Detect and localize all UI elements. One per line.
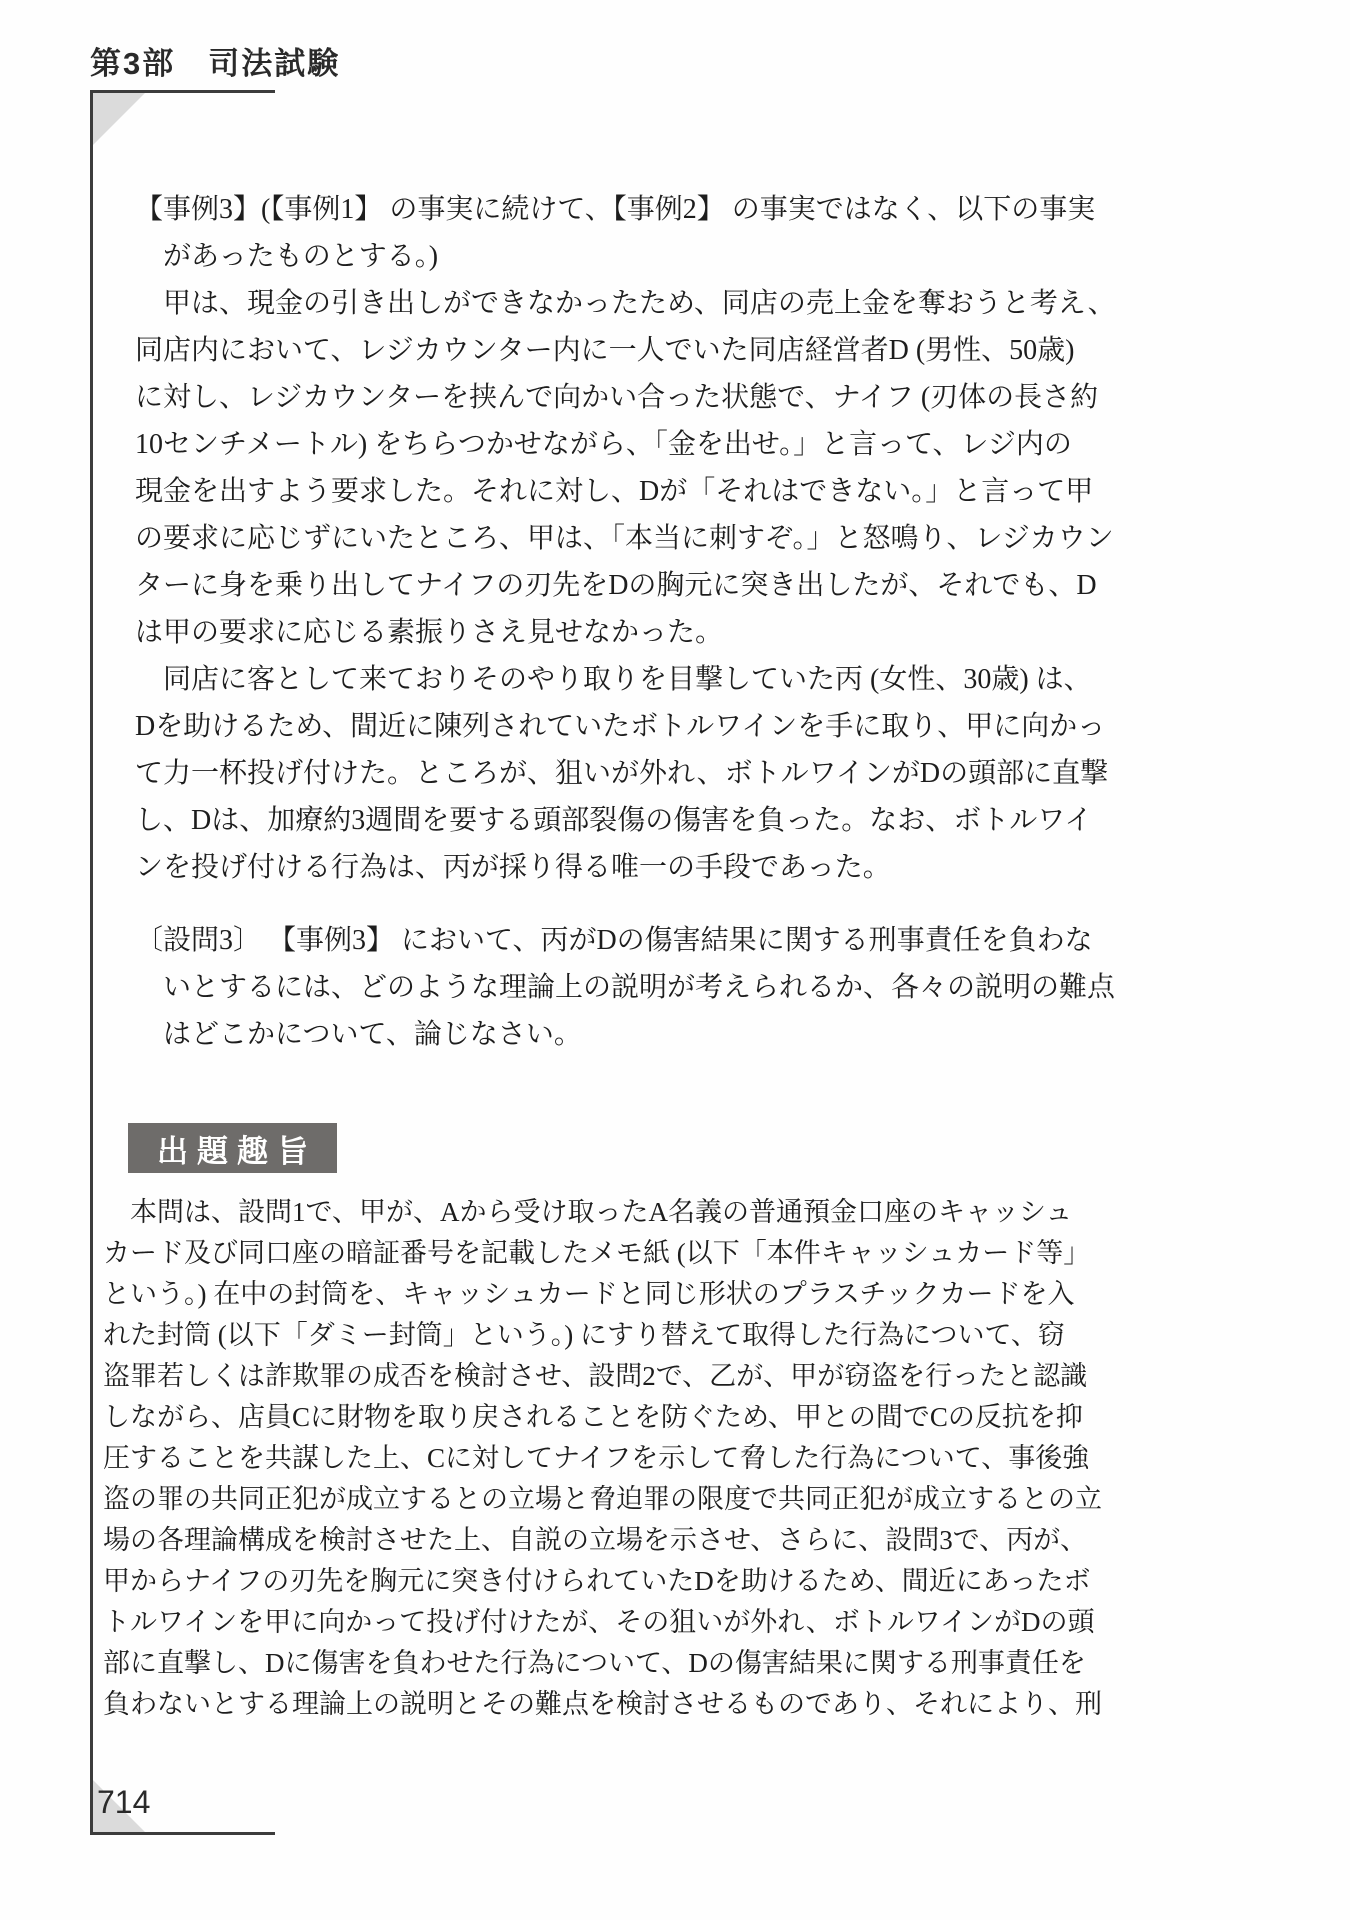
text-line: 〔設問3〕 【事例3】 において、丙がDの傷害結果に関する刑事責任を負わな: [135, 925, 1093, 956]
text-line: ンを投げ付ける行為は、丙が採り得る唯一の手段であった。: [135, 852, 891, 883]
text-line: 盗罪若しくは詐欺罪の成否を検討させ、設問2で、乙が、甲が窃盗を行ったと認識: [103, 1361, 1088, 1391]
text-line: 10センチメートル) をちらつかせながら、「金を出せ。」と言って、レジ内の: [135, 429, 1072, 460]
text-line: て力一杯投げ付けた。ところが、狙いが外れ、ボトルワインがDの頭部に直撃: [135, 758, 1109, 789]
top-corner-triangle: [93, 93, 145, 145]
question-3-paragraph: [135, 917, 1135, 1058]
text-line: 【事例3】(【事例1】 の事実に続けて、【事例2】 の事実ではなく、以下の事実: [135, 194, 1096, 225]
text-line: 場の各理論構成を検討させた上、自説の立場を示させ、さらに、設問3で、丙が、: [103, 1525, 1088, 1555]
text-line: 本問は、設問1で、甲が、Aから受け取ったA名義の普通預金口座のキャッシュ: [103, 1197, 1073, 1227]
shutsudai-body-paragraph: [103, 1192, 1133, 1725]
text-line: Dを助けるため、間近に陳列されていたボトルワインを手に取り、甲に向かっ: [135, 711, 1106, 742]
text-line: し、Dは、加療約3週間を要する頭部裂傷の傷害を負った。なお、ボトルワイ: [135, 805, 1093, 836]
page-number: 714: [97, 1784, 151, 1820]
text-line: 甲からナイフの刃先を胸元に突き付けられていたDを助けるため、間近にあったボ: [103, 1566, 1091, 1596]
text-line: に対し、レジカウンターを挟んで向かい合った状態で、ナイフ (刃体の長さ約: [135, 382, 1099, 413]
text-line: 盗の罪の共同正犯が成立するとの立場と脅迫罪の限度で共同正犯が成立するとの立: [103, 1484, 1102, 1514]
text-line: トルワインを甲に向かって投げ付けたが、その狙いが外れ、ボトルワインがDの頭: [103, 1607, 1095, 1637]
text-line: 圧することを共謀した上、Cに対してナイフを示して脅した行為について、事後強: [103, 1443, 1090, 1473]
text-line: いとするには、どのような理論上の説明が考えられるか、各々の説明の難点: [135, 972, 1116, 1003]
text-line: があったものとする。): [135, 241, 439, 272]
shutsudai-heading-box: [128, 1123, 337, 1173]
text-line: 同店内において、レジカウンター内に一人でいた同店経営者D (男性、50歳): [135, 335, 1075, 366]
text-line: はどこかについて、論じなさい。: [135, 1019, 582, 1050]
text-line: 甲は、現金の引き出しができなかったため、同店の売上金を奪おうと考え、: [135, 288, 1116, 319]
chapter-title: 第3部 司法試験: [90, 46, 341, 81]
text-line: 現金を出すよう要求した。それに対し、Dが「それはできない。」と言って甲: [135, 476, 1094, 507]
text-line: ターに身を乗り出してナイフの刃先をDの胸元に突き出したが、それでも、D: [135, 570, 1097, 601]
top-rule: [90, 90, 275, 93]
left-margin-rule: [90, 90, 93, 1835]
text-line: 同店に客として来ておりそのやり取りを目撃していた丙 (女性、30歳) は、: [135, 664, 1092, 695]
running-head: [90, 38, 340, 83]
case-3-paragraph: [135, 186, 1135, 891]
bottom-rule: [90, 1832, 275, 1835]
text-line: 負わないとする理論上の説明とその難点を検討させるものであり、それにより、刑: [103, 1689, 1102, 1719]
text-line: は甲の要求に応じる素振りさえ見せなかった。: [135, 617, 724, 648]
shutsudai-heading-label: 出題趣旨: [157, 1133, 317, 1169]
text-line: カード及び同口座の暗証番号を記載したメモ紙 (以下「本件キャッシュカード等」: [103, 1238, 1091, 1268]
text-line: という。) 在中の封筒を、キャッシュカードと同じ形状のプラスチックカードを入: [103, 1279, 1075, 1309]
text-line: れた封筒 (以下「ダミー封筒」という。) にすり替えて取得した行為について、窃: [103, 1320, 1065, 1350]
text-line: しながら、店員Cに財物を取り戻されることを防ぐため、甲との間でCの反抗を抑: [103, 1402, 1083, 1432]
text-line: 部に直撃し、Dに傷害を負わせた行為について、Dの傷害結果に関する刑事責任を: [103, 1648, 1086, 1678]
text-line: の要求に応じずにいたところ、甲は、「本当に刺すぞ。」と怒鳴り、レジカウン: [135, 523, 1114, 554]
